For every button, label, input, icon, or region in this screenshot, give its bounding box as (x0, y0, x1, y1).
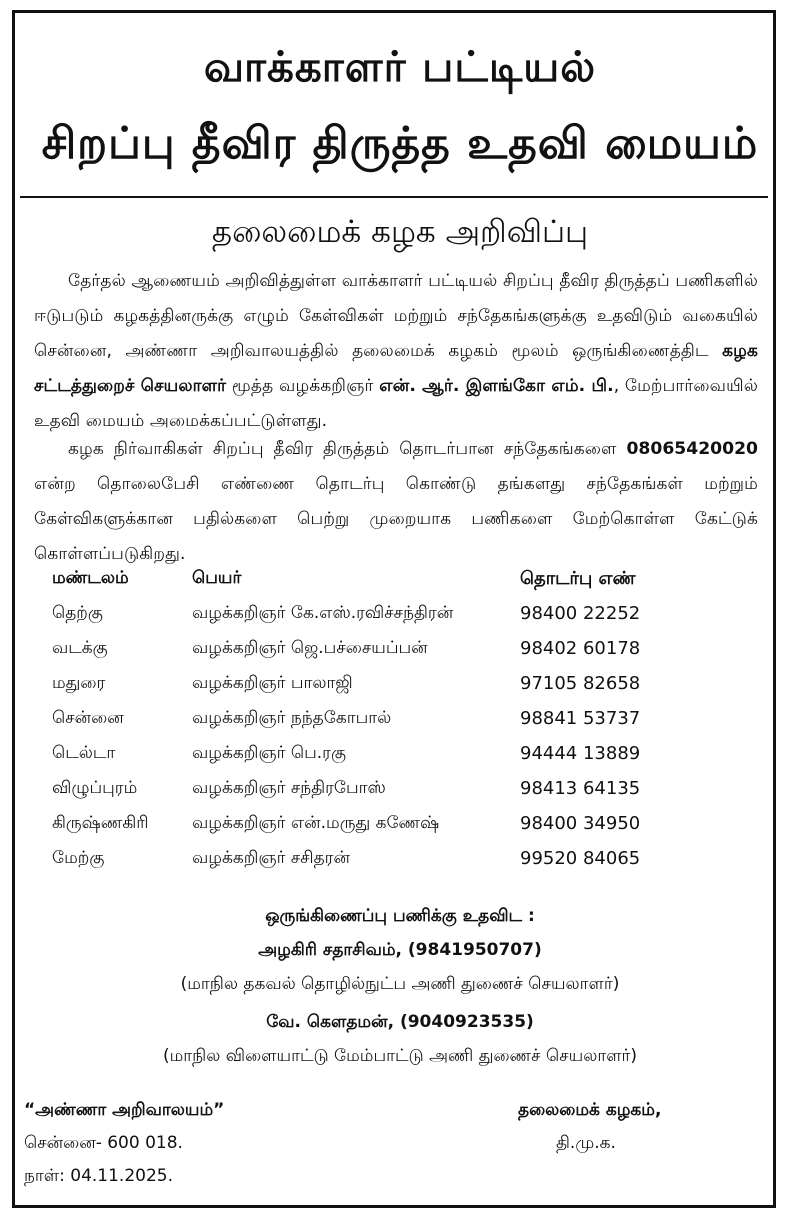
coordination-heading: ஒருங்கிணைப்பு பணிக்கு உதவிட : (265, 906, 535, 926)
zone-cell: கிருஷ்ணகிரி (52, 813, 149, 833)
phone-cell: 94444 13889 (520, 743, 641, 764)
phone-cell: 98402 60178 (520, 638, 641, 659)
zone-cell: மதுரை (52, 673, 106, 693)
table-row (0, 638, 800, 673)
phone-cell: 99520 84065 (520, 848, 641, 869)
table-header (0, 568, 800, 603)
phone-cell: 98400 34950 (520, 813, 641, 834)
name-cell: வழக்கறிஞர் பாலாஜி (192, 673, 353, 693)
footer-org: தலைமைக் கழகம், (518, 1100, 662, 1120)
header-zone: மண்டலம் (52, 568, 129, 588)
name-cell: வழக்கறிஞர் சசிதரன் (192, 848, 350, 868)
paragraph-2 (34, 432, 758, 572)
zone-cell: விழுப்புரம் (52, 778, 138, 798)
para2-text-b: என்ற தொலைபேசி எண்ணை தொடர்பு கொண்டு தங்களது சந்தேகங்கள் மற்றும் கேள்விகளுக்கான பதில்களை பெற்று முறையாக பணிகளை மேற்கொள்ள கேட்டுக் கொள்ளப்படுகிறது. (34, 474, 758, 564)
table-row (0, 848, 800, 883)
coordinator-1: அழகிரி சதாசிவம், (9841950707) (258, 940, 542, 960)
zone-cell: தெற்கு (52, 603, 103, 623)
para1-bold-name: என். ஆர். இளங்கோ எம். பி. (379, 376, 614, 396)
footer-party: தி.மு.க. (556, 1133, 616, 1153)
name-cell: வழக்கறிஞர் ஜெ.பச்சையப்பன் (192, 638, 428, 658)
table-row (0, 708, 800, 743)
table-row (0, 778, 800, 813)
table-row (0, 673, 800, 708)
table-row (0, 813, 800, 848)
title-line-1: வாக்காளர் பட்டியல் (203, 42, 597, 91)
phone-cell: 98400 22252 (520, 603, 641, 624)
coordinator-1-role: (மாநில தகவல் தொழில்நுட்ப அணி துணைச் செயலாளர்) (180, 974, 620, 994)
zone-cell: வடக்கு (52, 638, 108, 658)
table-row (0, 743, 800, 778)
para1-bold-title: கழக சட்டத்துறைச் செயலாளர் (34, 341, 758, 396)
header-name: பெயர் (192, 568, 242, 588)
title-divider (20, 196, 768, 198)
footer-place: “அண்ணா அறிவாலயம்” (24, 1100, 225, 1120)
footer-city: சென்னை- 600 018. (24, 1133, 183, 1153)
subtitle: தலைமைக் கழக அறிவிப்பு (211, 214, 589, 250)
name-cell: வழக்கறிஞர் சந்திரபோஸ் (192, 778, 386, 798)
name-cell: வழக்கறிஞர் நந்தகோபால் (192, 708, 392, 728)
table-row (0, 603, 800, 638)
footer-date: நாள்: 04.11.2025. (24, 1166, 173, 1186)
para1-text-a: தேர்தல் ஆணையம் அறிவித்துள்ள வாக்காளர் பட்டியல் சிறப்பு தீவிர திருத்தப் பணிகளில் ஈடுபடும் கழகத்தினருக்கு எழும் கேள்விகள் மற்றும் சந்தேகங்களுக்கு உதவிடும் வகையில் சென்னை, அண்ணா அறிவாலயத்தில் தலைமைக் கழகம் மூலம் ஒருங்கிணைத்திட (34, 271, 758, 361)
helpline-number: 08065420020 (626, 439, 758, 459)
name-cell: வழக்கறிஞர் என்.மருது கணேஷ் (192, 813, 440, 833)
phone-cell: 98413 64135 (520, 778, 641, 799)
phone-cell: 97105 82658 (520, 673, 641, 694)
zone-cell: டெல்டா (52, 743, 116, 763)
paragraph-1 (34, 264, 758, 439)
para1-text-c: மூத்த வழக்கறிஞர் (226, 376, 380, 396)
phone-cell: 98841 53737 (520, 708, 641, 729)
zone-cell: மேற்கு (52, 848, 105, 868)
para2-text-a: கழக நிர்வாகிகள் சிறப்பு தீவிர திருத்தம் தொடர்பான சந்தேகங்களை (68, 439, 627, 459)
name-cell: வழக்கறிஞர் பெ.ரகு (192, 743, 346, 763)
header-contact: தொடர்பு எண் (520, 568, 636, 589)
coordinator-2-role: (மாநில விளையாட்டு மேம்பாட்டு அணி துணைச் செயலாளர்) (162, 1046, 638, 1066)
para1-text-d: , மேற்பார்வையில் உதவி மையம் அமைக்கப்பட்டுள்ளது. (34, 376, 759, 431)
coordinator-2: வே. கௌதமன், (9040923535) (266, 1012, 534, 1032)
name-cell: வழக்கறிஞர் கே.எஸ்.ரவிச்சந்திரன் (192, 603, 454, 623)
zone-cell: சென்னை (52, 708, 124, 728)
title-line-2: சிறப்பு தீவிர திருத்த உதவி மையம் (41, 118, 759, 169)
